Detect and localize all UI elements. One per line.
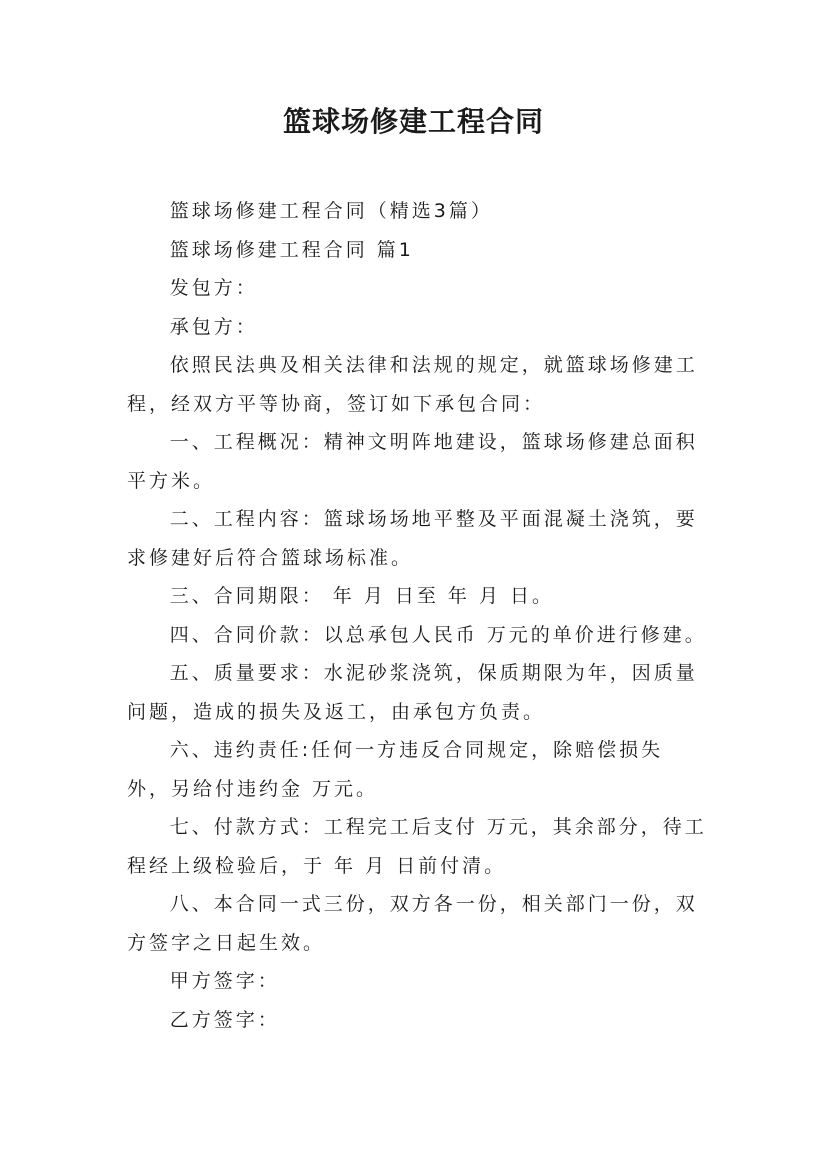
paragraph-section-heading: 篮球场修建工程合同 篇1 bbox=[169, 238, 414, 261]
paragraph-party-b-signature: 乙方签字： bbox=[169, 1008, 280, 1031]
paragraph-clause-8: 八、本合同一式三份，双方各一份，相关部门一份，双方签字之日起生效。 bbox=[127, 893, 698, 954]
paragraph-subtitle: 篮球场修建工程合同（精选3篇） bbox=[169, 200, 493, 222]
paragraph-preamble: 依照民法典及相关法律和法规的规定，就篮球场修建工程，经双方平等协商，签订如下承包合同： bbox=[127, 354, 698, 415]
document-title: 篮球场修建工程合同 bbox=[282, 105, 544, 138]
paragraph-clause-4: 四、合同价款：以总承包人民币 万元的单价进行修建。 bbox=[169, 623, 707, 646]
paragraph-clause-3: 三、合同期限： 年 月 日至 年 月 日。 bbox=[169, 585, 554, 607]
paragraph-clause-2: 二、工程内容：篮球场场地平整及平面混凝土浇筑，要求修建好后符合篮球场标准。 bbox=[127, 508, 698, 569]
paragraph-clause-6: 六、违约责任:任何一方违反合同规定，除赔偿损失外，另给付违约金 万元。 bbox=[127, 739, 664, 800]
paragraph-clause-5: 五、质量要求：水泥砂浆浇筑，保质期限为年，因质量问题，造成的损失及返工，由承包方负责。 bbox=[127, 662, 698, 723]
paragraph-contractor: 承包方： bbox=[169, 315, 258, 338]
paragraph-clause-7: 七、付款方式：工程完工后支付 万元，其余部分，待工程经上级检验后，于 年 月 日前付清。 bbox=[127, 816, 707, 877]
paragraph-contractor-issuer: 发包方： bbox=[169, 277, 258, 299]
paragraph-party-a-signature: 甲方签字： bbox=[169, 970, 280, 992]
paragraph-clause-1: 一、工程概况：精神文明阵地建设，篮球场修建总面积平方米。 bbox=[127, 431, 698, 492]
document-body bbox=[127, 192, 707, 1039]
